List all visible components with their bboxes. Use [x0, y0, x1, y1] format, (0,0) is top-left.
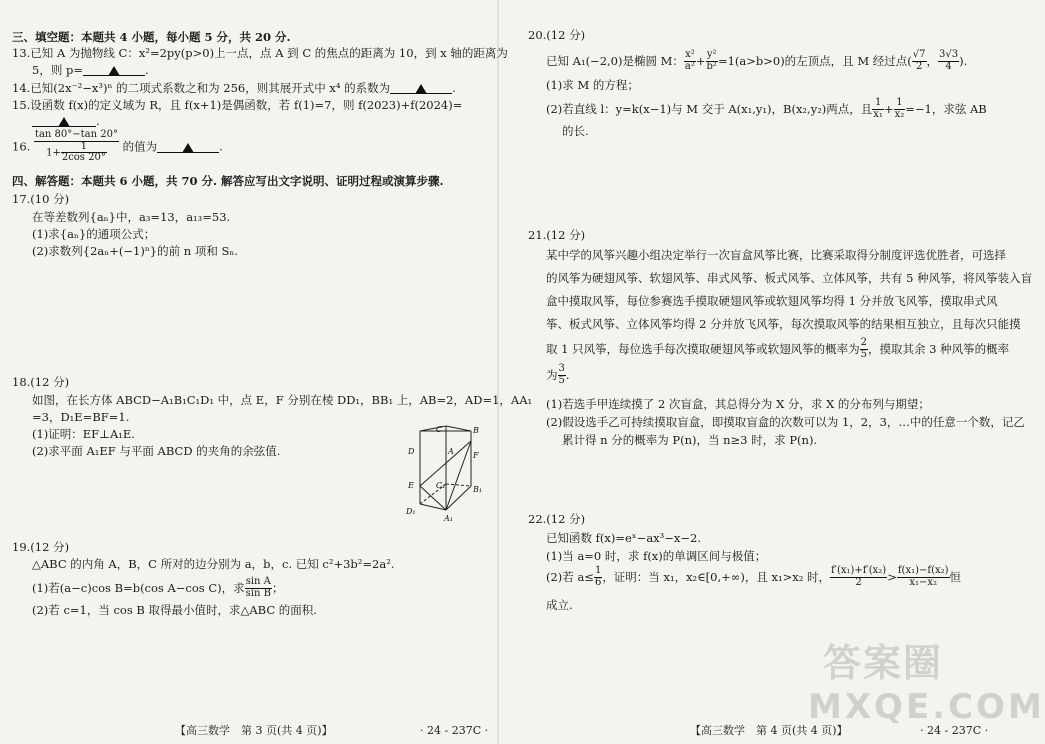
q15-answer-blank[interactable]	[32, 115, 96, 127]
q15-line1: 15.设函数 f(x)的定义域为 R，且 f(x+1)是偶函数，若 f(1)=7，则 f(2023)+f(2024)=	[12, 98, 463, 112]
q19-heading: 19.(12 分)	[12, 540, 70, 554]
q22-line4: 成立.	[546, 598, 573, 612]
q21-line1: 某中学的风筝兴趣小组决定举行一次盲盒风筝比赛，比赛采取得分制度评选优胜者，可选择	[546, 248, 1006, 262]
q18-line1: 如图，在长方体 ABCD−A₁B₁C₁D₁ 中，点 E，F 分别在棱 DD₁，BB₁ 上，AB=2，AD=1，AA₁	[32, 393, 533, 407]
q21-line8: (2)假设选手乙可持续摸取盲盒，即摸取盲盒的次数可以为 1，2，3，…中的任意一个数，记乙	[546, 415, 1025, 429]
q19-line3: (2)若 c=1，当 cos B 取得最小值时，求△ABC 的面积.	[32, 603, 317, 617]
page-fold	[497, 0, 499, 744]
q15-line2: .	[32, 114, 100, 128]
cuboid-figure	[398, 424, 494, 524]
edge-a-b	[446, 426, 471, 431]
q21-line4: 筝、板式风筝、立体风筝均得 2 分并放飞风筝，每次摸取风筝的结果相互独立，且每次只能摸	[546, 317, 1021, 331]
triangle-marker-icon	[58, 117, 70, 127]
q19-line2: (1)若(a−c)cos B=b(cos A−cos C)，求 $\frac{\text{sin A}}{\text{sin B}}$ ；	[32, 576, 284, 599]
q21-line6: 为 $\frac{3}{5}$ .	[546, 363, 570, 386]
q18-line2: =3，D₁E=BF=1.	[32, 410, 130, 424]
triangle-marker-icon	[108, 66, 120, 76]
q13-line1: 13.已知 A 为抛物线 C：x²=2py(p>0)上一点，点 A 到 C 的焦点的距离为 10，到 x 轴的距离为	[12, 46, 508, 60]
q20-line1: 已知 A₁(−2,0)是椭圆 M： $\frac{\text{x²}}{\text{a²}}$ + $\frac{\text{y²}}{\text{b²}}$ =1(a>b>0)的左顶点，且 M 经过点( $\frac{√7}{2}$ ， $\frac{3√3}{4}$ ).	[546, 49, 968, 72]
footer-page-4: 【高三数学 第 4 页(共 4 页)】	[690, 724, 848, 738]
q22-line3: (2)若 a≤ $\frac{1}{6}$ ，证明：当 x₁，x₂∈[0,+∞)，且 x₁>x₂ 时， $\frac{\text{f′(x₁)+f′(x₂)}}{2}$ > $\frac{\text{f(x₁)−f(x₂)}}{\text{x₁−x₂}}$ 恒	[546, 565, 962, 588]
q20-heading: 20.(12 分)	[528, 28, 586, 42]
section-3-title: 三、填空题：本题共 4 小题，每小题 5 分，共 20 分.	[12, 30, 291, 44]
q20-line3: (2)若直线 l：y=k(x−1)与 M 交于 A(x₁,y₁)，B(x₂,y₂)两点，且 $\frac{1}{\text{x₁}}$ + $\frac{1}{\text{x₂}}$ =−1，求弦 AB	[546, 97, 987, 120]
q20-line2: (1)求 M 的方程；	[546, 78, 639, 92]
q16-answer-blank[interactable]	[157, 141, 219, 153]
exam-page-4	[500, 0, 1045, 744]
label-a1: A₁	[444, 514, 453, 523]
q21-line3: 盒中摸取风筝，每位参赛选手摸取硬翅风筝或软翅风筝均得 1 分并放飞风筝，摸取串式风	[546, 294, 998, 308]
q17-heading: 17.(10 分)	[12, 192, 70, 206]
q18-heading: 18.(12 分)	[12, 375, 70, 389]
q22-line1: 已知函数 f(x)=eˣ−ax³−x−2.	[546, 531, 702, 545]
q19-line1: △ABC 的内角 A，B，C 所对的边分别为 a，b，c. 已知 c²+3b²=2a².	[32, 557, 395, 571]
q14-line: 14.已知(2x⁻²−x³)ⁿ 的二项式系数之和为 256，则其展开式中 x⁴ 的系数为 .	[12, 81, 456, 95]
label-a: A	[448, 447, 454, 456]
label-d: D	[408, 447, 415, 456]
q14-answer-blank[interactable]	[390, 82, 452, 94]
footer-code-right: · 24 - 237C ·	[920, 724, 989, 738]
label-b: B	[473, 426, 479, 435]
q18-line4: (2)求平面 A₁EF 与平面 ABCD 的夹角的余弦值.	[32, 444, 281, 458]
q21-line7: (1)若选手甲连续摸了 2 次盲盒，其总得分为 X 分，求 X 的分布列与期望；	[546, 397, 930, 411]
q21-heading: 21.(12 分)	[528, 228, 586, 242]
q16-line: 16. tan 80°−tan 20° 1+ $\frac{1}{2\cos 20^\circ}$ 的值为 .	[12, 129, 223, 163]
q21-line5: 取 1 只风筝，每位选手每次摸取硬翅风筝或软翅风筝的概率为 $\frac{2}{5}$ ，摸取其余 3 种风筝的概率	[546, 337, 1010, 360]
q13-answer-blank[interactable]	[83, 64, 145, 76]
section-4-title: 四、解答题：本题共 6 小题，共 70 分. 解答应写出文字说明、证明过程或演算步骤.	[12, 174, 444, 188]
q21-line9: 累计得 n 分的概率为 P(n)，当 n≥3 时，求 P(n).	[562, 433, 818, 447]
q17-line2: (1)求{aₙ}的通项公式；	[32, 227, 156, 241]
triangle-marker-icon	[415, 84, 427, 94]
q22-line2: (1)当 a=0 时，求 f(x)的单调区间与极值；	[546, 549, 767, 563]
q16-fraction: tan 80°−tan 20° 1+ $\frac{1}{2\cos 20^\circ}$	[34, 129, 118, 163]
q18-line3: (1)证明：EF⊥A₁E.	[32, 427, 135, 441]
label-b1: B₁	[473, 485, 483, 494]
edge-a1-b1	[446, 486, 471, 510]
q19-fraction: $\frac{\text{sin A}}{\text{sin B}}$	[245, 576, 271, 599]
label-c: C	[436, 425, 443, 434]
watermark-logo: 答案圈 MXQE.COM	[808, 641, 1045, 727]
footer-page-3: 【高三数学 第 3 页(共 4 页)】	[175, 724, 333, 738]
q17-line3: (2)求数列{2aₙ+(−1)ⁿ}的前 n 项和 Sₙ.	[32, 244, 238, 258]
q13-line2: 5，则 p= .	[32, 63, 149, 77]
q20-line4: 的长.	[562, 124, 589, 138]
footer-code-left: · 24 - 237C ·	[420, 724, 489, 738]
label-f: F	[473, 451, 479, 460]
label-d1: D₁	[406, 507, 416, 516]
label-c1: C₁	[436, 481, 446, 490]
q22-heading: 22.(12 分)	[528, 512, 586, 526]
edge-c1-b1	[446, 484, 471, 486]
triangle-marker-icon	[182, 143, 194, 153]
q17-line1: 在等差数列{aₙ}中，a₃=13，a₁₃=53.	[32, 210, 231, 224]
label-e: E	[408, 481, 414, 490]
q21-line2: 的风筝为硬翅风筝、软翅风筝、串式风筝、板式风筝、立体风筝，共有 5 种风筝，将风筝装入盲	[546, 271, 1033, 285]
